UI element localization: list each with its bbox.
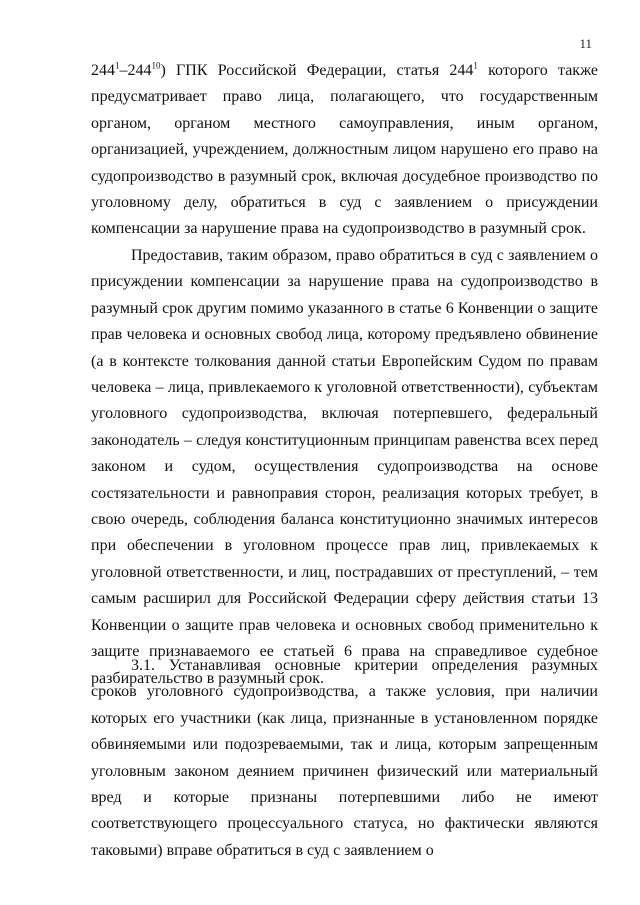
paragraph-main: Предоставив, таким образом, право обратиться в суд с заявлением о присуждении компенсации за нарушение права на судопроизводство в разумный срок другим помимо указанного в статье 6 Конвенции о защите прав человека и основных свобод лица, которому предъявлено обвинение (а в контексте толкования данной статьи Европейским Судом по правам человека – лица, привлекаемого к уголовной ответственности), субъектам уголовного судопроизводства, включая потерпевшего, федеральный законодатель – следуя конституционным принципам равенства всех перед законом и судом, осуществления судопроизводства на основе состязательности и равноправия сторон, реализация которых требует, в свою очередь, соблюдения баланса конституционно значимых интересов при обеспечении в уголовном процессе прав лиц, привлекаемых к уголовной ответственности, и лиц, пострадавших от преступлений, – тем самым расширил для Российской Федерации сферу действия статьи 13 Конвенции о защите прав человека и основных свобод применительно к защите признаваемого ее статьей 6 права на справедливое судебное разбирательство в разумный срок. — [91, 247, 598, 687]
superscript: 1 — [473, 60, 478, 71]
paragraph-text-segment: которого также предусматривает право лица, полагающего, что государственным органом, органом местного самоуправления, иным органом, организацией, учреждением, должностным лицом нарушено его право на судопроизводство в разумный срок, включая досудебное производство по уголовному делу, обратиться в суд с заявлением о присуждении компенсации за нарушение права на судопроизводство в разумный срок. — [91, 62, 599, 238]
paragraph-text-segment: ) ГПК Российской Федерации, статья 244 — [160, 62, 474, 79]
paragraph-text-segment: –244 — [119, 62, 152, 79]
superscript: 10 — [151, 60, 161, 71]
superscript: 1 — [115, 60, 120, 71]
page-number: 11 — [579, 36, 592, 51]
paragraph-text-segment: 244 — [91, 62, 115, 79]
paragraph-section-3-1: 3.1. Устанавливая основные критерии определения разумных сроков уголовного судопроизводства, а также условия, при наличии которых его участники (как лица, признанные в установленном порядке обвиняемыми или подозреваемыми, так и лица, которым запрещенным уголовным законом деянием причинен физический или материальный вред и которые признаны потерпевшими либо не имеют соответствующего процессуального статуса, но фактически являются таковыми) вправе обратиться в суд с заявлением о — [91, 657, 598, 859]
paragraph-continuation — [91, 58, 598, 243]
